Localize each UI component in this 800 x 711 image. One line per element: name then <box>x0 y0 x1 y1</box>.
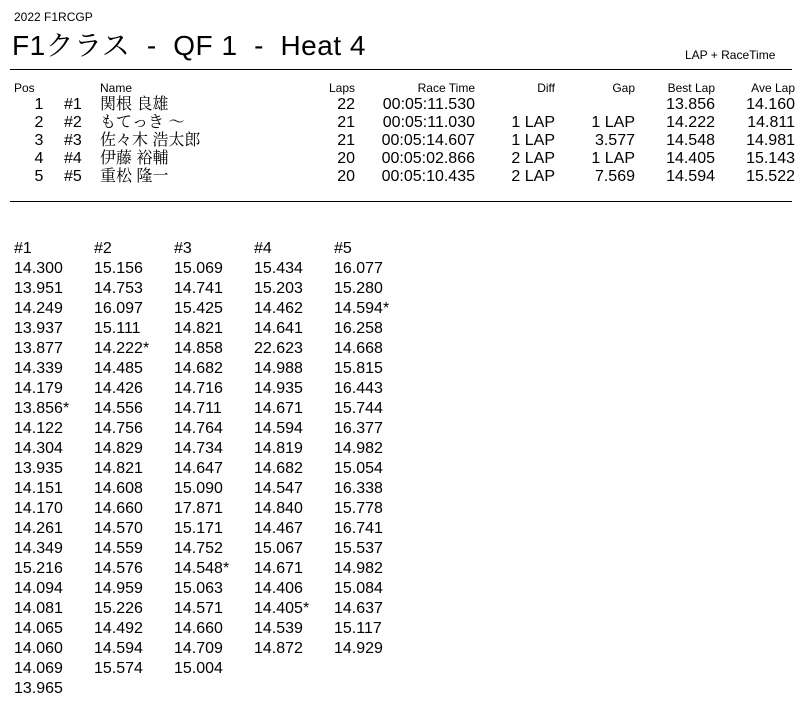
best-lap-cell: 13.856 <box>666 96 715 113</box>
race-time-cell: 00:05:10.435 <box>381 168 475 185</box>
pos-cell: 2 <box>34 114 44 131</box>
col-laps: Laps <box>328 81 355 95</box>
lap-time: 14.179 <box>14 380 63 397</box>
lap-time: 14.671 <box>254 560 303 577</box>
ave-lap-cell: 14.811 <box>747 114 795 131</box>
laps-cell: 20 <box>337 150 355 167</box>
lap-time: 15.744 <box>334 400 383 417</box>
race-time-cell: 00:05:14.607 <box>381 132 475 149</box>
col-gap: Gap <box>612 81 635 95</box>
lap-time: 14.840 <box>254 500 303 517</box>
lap-time: 14.929 <box>334 640 383 657</box>
pos-cell: 5 <box>34 168 44 185</box>
lap-time: 15.171 <box>174 520 223 537</box>
lap-time: 14.571 <box>174 600 223 617</box>
col-name: Name <box>100 81 133 95</box>
lap-time: 14.594* <box>334 300 390 317</box>
lap-time: 14.559 <box>94 540 143 557</box>
lap-time: 14.858 <box>174 340 223 357</box>
lap-time: 15.004 <box>174 660 223 677</box>
lap-time: 16.741 <box>334 520 383 537</box>
car-number-cell: #1 <box>64 96 82 113</box>
lap-time: 14.988 <box>254 360 303 377</box>
best-lap-cell: 14.222 <box>666 114 715 131</box>
col-pos: Pos <box>14 81 35 95</box>
lap-time: 15.156 <box>94 260 143 277</box>
lap-time: 14.608 <box>94 480 143 497</box>
driver-name-cell: 関根 良雄 <box>100 96 169 113</box>
gap-cell: 3.577 <box>594 132 635 149</box>
lap-time: 15.063 <box>174 580 223 597</box>
diff-cell: 2 LAP <box>511 168 555 185</box>
header-divider <box>10 69 792 70</box>
lap-time: 15.434 <box>254 260 303 277</box>
lap-time: 14.682 <box>254 460 303 477</box>
laps-cell: 20 <box>337 168 355 185</box>
results-divider <box>10 201 792 202</box>
lap-time: 14.304 <box>14 440 63 457</box>
lap-time: 14.170 <box>14 500 63 517</box>
lap-time: 14.671 <box>254 400 303 417</box>
lap-time: 14.594 <box>94 640 143 657</box>
lap-time: 14.556 <box>94 400 143 417</box>
lap-time: 14.872 <box>254 640 303 657</box>
lap-time: 15.537 <box>334 540 383 557</box>
lap-time: 14.151 <box>14 480 63 497</box>
lap-time: 14.594 <box>254 420 303 437</box>
lap-time: 13.935 <box>14 460 63 477</box>
lap-time: 15.280 <box>334 280 383 297</box>
lap-time: 15.111 <box>94 320 141 337</box>
lap-time: 15.090 <box>174 480 223 497</box>
lap-time: 14.819 <box>254 440 303 457</box>
lap-time: 14.485 <box>94 360 143 377</box>
laps-cell: 21 <box>337 114 355 131</box>
lap-time: 16.077 <box>334 260 383 277</box>
lap-column-header: #4 <box>254 240 272 257</box>
lap-time: 14.539 <box>254 620 303 637</box>
lap-time: 16.338 <box>334 480 383 497</box>
lap-time: 15.574 <box>94 660 143 677</box>
driver-name-cell: 佐々木 浩太郎 <box>100 132 201 149</box>
diff-cell: 1 LAP <box>511 114 555 131</box>
col-ave-lap: Ave Lap <box>751 81 795 95</box>
lap-time: 15.203 <box>254 280 303 297</box>
page-title: F1クラス - QF 1 - Heat 4 <box>12 30 366 61</box>
lap-time: 14.741 <box>174 280 223 297</box>
lap-time: 15.117 <box>334 620 382 637</box>
lap-column-header: #2 <box>94 240 112 257</box>
lap-column <box>94 239 174 699</box>
lap-time: 13.856* <box>14 400 70 417</box>
lap-time: 14.711 <box>174 400 222 417</box>
lap-column-header: #5 <box>334 240 352 257</box>
lap-time: 14.492 <box>94 620 143 637</box>
lap-time: 14.982 <box>334 440 383 457</box>
lap-time: 14.829 <box>94 440 143 457</box>
best-lap-cell: 14.594 <box>666 168 715 185</box>
table-row <box>14 168 795 186</box>
lap-time: 16.097 <box>94 300 143 317</box>
driver-name-cell: もてっき ～ <box>100 114 185 131</box>
diff-cell: 2 LAP <box>511 150 555 167</box>
lap-time: 14.570 <box>94 520 143 537</box>
ave-lap-cell: 15.143 <box>746 150 795 167</box>
lap-time: 14.752 <box>174 540 223 557</box>
col-number <box>64 80 100 96</box>
laps-cell: 22 <box>337 96 355 113</box>
lap-time: 13.965 <box>14 680 63 697</box>
report-type-label: LAP + RaceTime <box>685 48 776 62</box>
lap-time: 14.081 <box>14 600 63 617</box>
table-row <box>14 96 795 114</box>
diff-cell: 1 LAP <box>511 132 555 149</box>
car-number-cell: #2 <box>64 114 82 131</box>
lap-time: 16.443 <box>334 380 383 397</box>
pos-cell: 1 <box>34 96 44 113</box>
lap-time: 17.871 <box>174 500 223 517</box>
lap-column <box>174 239 254 699</box>
lap-time: 16.377 <box>334 420 383 437</box>
ave-lap-cell: 15.522 <box>746 168 795 185</box>
ave-lap-cell: 14.160 <box>746 96 795 113</box>
results-header-row <box>14 80 795 96</box>
gap-cell: 1 LAP <box>591 150 635 167</box>
table-row <box>14 114 795 132</box>
lap-time: 14.660 <box>174 620 223 637</box>
lap-time: 14.821 <box>174 320 223 337</box>
lap-time: 14.982 <box>334 560 383 577</box>
lap-time: 13.937 <box>14 320 63 337</box>
lap-time: 15.216 <box>14 560 63 577</box>
car-number-cell: #3 <box>64 132 82 149</box>
lap-time: 22.623 <box>254 340 303 357</box>
lap-times-grid <box>14 239 414 699</box>
laps-cell: 21 <box>337 132 355 149</box>
lap-time: 14.668 <box>334 340 383 357</box>
car-number-cell: #5 <box>64 168 82 185</box>
lap-time: 15.067 <box>254 540 303 557</box>
lap-time: 14.094 <box>14 580 63 597</box>
lap-time: 14.060 <box>14 640 63 657</box>
gap-cell <box>555 96 635 114</box>
best-lap-cell: 14.405 <box>666 150 715 167</box>
lap-time: 14.716 <box>174 380 223 397</box>
lap-time: 15.226 <box>94 600 143 617</box>
lap-time: 14.576 <box>94 560 143 577</box>
lap-time: 14.548* <box>174 560 230 577</box>
col-race-time: Race Time <box>417 81 475 95</box>
driver-name-cell: 重松 隆一 <box>100 168 169 185</box>
lap-time: 14.065 <box>14 620 63 637</box>
pos-cell: 3 <box>34 132 44 149</box>
lap-time: 14.641 <box>254 320 303 337</box>
lap-time: 14.405* <box>254 600 310 617</box>
lap-time: 14.339 <box>14 360 63 377</box>
lap-time: 14.467 <box>254 520 303 537</box>
col-best-lap: Best Lap <box>667 81 715 95</box>
results-table <box>14 80 795 186</box>
lap-time: 14.349 <box>14 540 63 557</box>
lap-time: 14.122 <box>14 420 63 437</box>
lap-time: 14.734 <box>174 440 223 457</box>
car-number-cell: #4 <box>64 150 82 167</box>
gap-cell: 7.569 <box>594 168 635 185</box>
lap-time: 14.406 <box>254 580 303 597</box>
lap-time: 13.877 <box>14 340 63 357</box>
lap-column-header: #1 <box>14 240 32 257</box>
lap-time: 15.054 <box>334 460 383 477</box>
pos-cell: 4 <box>34 150 44 167</box>
lap-time: 15.084 <box>334 580 383 597</box>
lap-time: 14.222* <box>94 340 150 357</box>
lap-time: 14.753 <box>94 280 143 297</box>
lap-time: 14.547 <box>254 480 303 497</box>
ave-lap-cell: 14.981 <box>746 132 795 149</box>
lap-time: 15.815 <box>334 360 383 377</box>
gap-cell: 1 LAP <box>591 114 635 131</box>
race-time-cell: 00:05:02.866 <box>381 150 475 167</box>
table-row <box>14 132 795 150</box>
series-label: 2022 F1RCGP <box>14 10 93 24</box>
lap-time: 14.756 <box>94 420 143 437</box>
lap-time: 14.637 <box>334 600 383 617</box>
lap-time: 14.069 <box>14 660 63 677</box>
lap-time: 14.261 <box>14 520 63 537</box>
lap-time: 14.300 <box>14 260 63 277</box>
race-time-cell: 00:05:11.530 <box>382 96 475 113</box>
lap-column <box>14 239 94 699</box>
lap-time: 15.425 <box>174 300 223 317</box>
lap-time: 14.764 <box>174 420 223 437</box>
lap-time: 14.959 <box>94 580 143 597</box>
lap-time: 14.821 <box>94 460 143 477</box>
lap-time: 14.660 <box>94 500 143 517</box>
driver-name-cell: 伊藤 裕輔 <box>100 150 169 167</box>
lap-time: 14.426 <box>94 380 143 397</box>
lap-time: 15.778 <box>334 500 383 517</box>
lap-time: 16.258 <box>334 320 383 337</box>
lap-column <box>254 239 334 699</box>
race-time-cell: 00:05:11.030 <box>382 114 475 131</box>
lap-time: 15.069 <box>174 260 223 277</box>
lap-time: 14.935 <box>254 380 303 397</box>
lap-time: 14.249 <box>14 300 63 317</box>
diff-cell <box>475 96 555 114</box>
col-diff: Diff <box>537 81 555 95</box>
lap-column <box>334 239 414 699</box>
lap-time: 13.951 <box>14 280 63 297</box>
lap-time: 14.647 <box>174 460 223 477</box>
lap-time: 14.462 <box>254 300 303 317</box>
best-lap-cell: 14.548 <box>666 132 715 149</box>
table-row <box>14 150 795 168</box>
lap-time: 14.709 <box>174 640 223 657</box>
lap-column-header: #3 <box>174 240 192 257</box>
lap-time: 14.682 <box>174 360 223 377</box>
